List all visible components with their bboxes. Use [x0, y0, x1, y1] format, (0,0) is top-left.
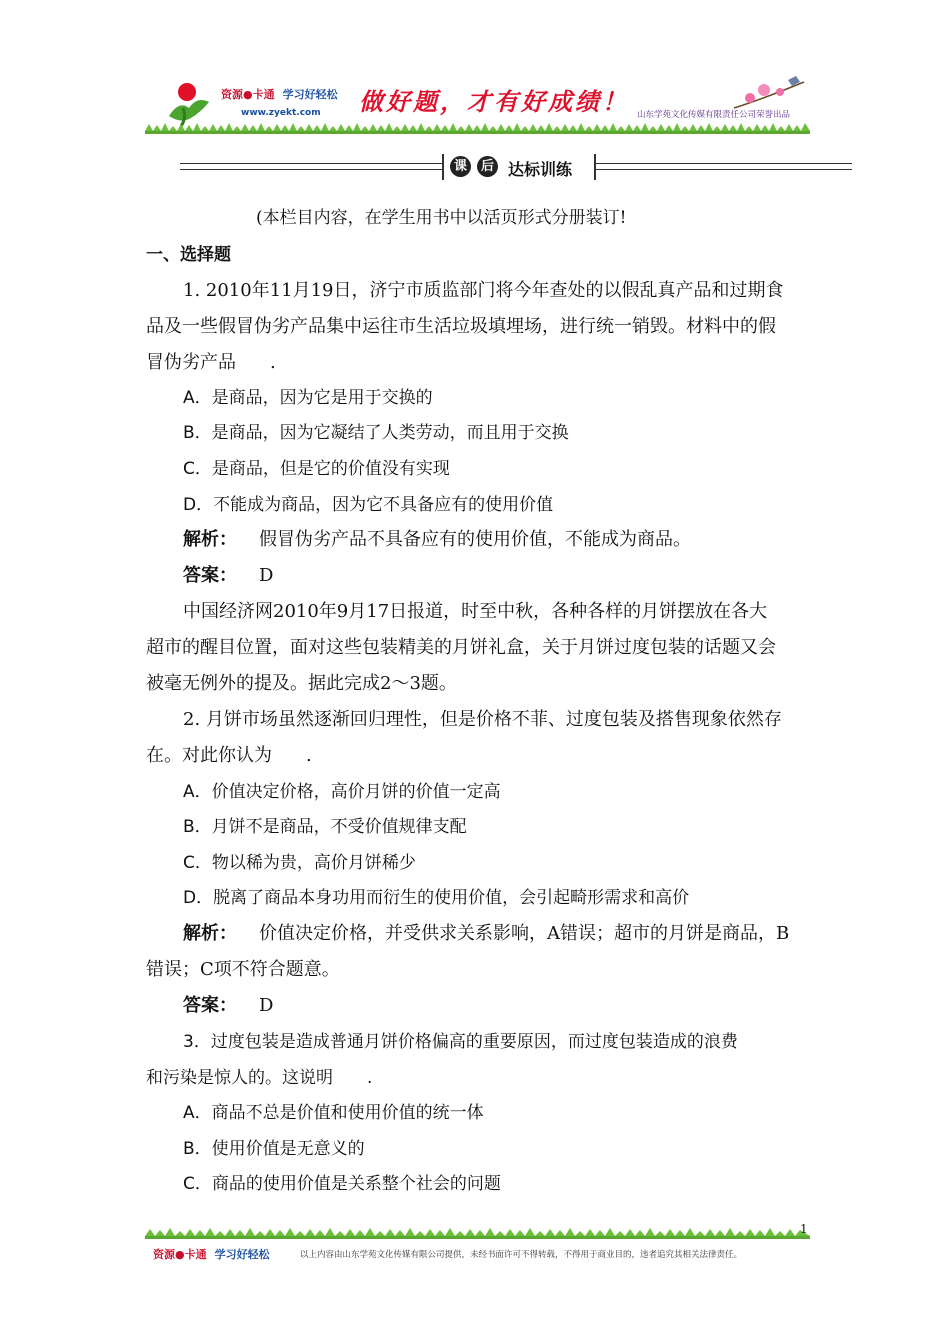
option-a: A．价值决定价格，高价月饼的价值一定高 — [183, 782, 501, 802]
footer-copyright: 以上内容由山东学苑文化传媒有限公司提供，未经书面许可不得转载，不得用于商业目的，违者追究其相关法律责任。 — [300, 1250, 743, 1260]
flower-icon — [730, 72, 808, 112]
banner-label-box — [442, 154, 596, 180]
option-a: A．商品不总是价值和使用价值的统一体 — [183, 1103, 484, 1123]
passage-text: 被毫无例外的提及。据此完成2～3题。 — [146, 673, 457, 694]
question-stem: 在。对此你认为 . — [146, 745, 312, 766]
page-header — [145, 72, 810, 134]
question-stem: 3．过度包装是造成普通月饼价格偏高的重要原因，而过度包装造成的浪费 — [183, 1032, 738, 1052]
question-stem: 品及一些假冒伪劣产品集中运往市生活垃圾填埋场，进行统一销毁。材料中的假 — [146, 316, 776, 337]
analysis: 解析： 假冒伪劣产品不具备应有的使用价值，不能成为商品。 — [183, 529, 691, 550]
question-stem: 冒伪劣产品 . — [146, 352, 276, 373]
grass-divider — [145, 122, 810, 134]
section-banner — [180, 152, 852, 182]
option-c: C．商品的使用价值是关系整个社会的问题 — [183, 1174, 501, 1194]
option-b: B．使用价值是无意义的 — [183, 1139, 365, 1159]
question-stem: 1. 2010年11月19日，济宁市质监部门将今年查处的以假乱真产品和过期食 — [183, 280, 784, 301]
banner-badge: 后 — [477, 156, 498, 177]
option-a: A．是商品，因为它是用于交换的 — [183, 388, 433, 408]
option-c: C．物以稀为贵，高价月饼稀少 — [183, 853, 416, 873]
banner-badge: 课 — [450, 156, 471, 177]
question-stem: 2. 月饼市场虽然逐渐回归理性，但是价格不菲、过度包装及搭售现象依然存 — [183, 709, 782, 730]
answer: 答案： D — [183, 565, 274, 586]
company-name: 山东学苑文化传媒有限责任公司荣誉出品 — [637, 110, 791, 120]
page-number: 1 — [800, 1222, 808, 1236]
banner-title: 达标训练 — [508, 160, 573, 179]
logo-icon — [161, 78, 217, 128]
analysis: 解析： 价值决定价格，并受供求关系影响，A错误；超市的月饼是商品，B — [183, 923, 790, 944]
footer-brand: 资源●卡通 学习好轻松 — [153, 1248, 270, 1261]
option-c: C．是商品，但是它的价值没有实现 — [183, 459, 450, 479]
question-stem: 和污染是惊人的。这说明 . — [146, 1068, 373, 1088]
answer: 答案： D — [183, 995, 274, 1016]
brand-url: www.zyekt.com — [241, 108, 321, 118]
passage-text: 超市的醒目位置，面对这些包装精美的月饼礼盒，关于月饼过度包装的话题又会 — [146, 637, 776, 658]
brand-text: 资源●卡通 学习好轻松 — [221, 88, 338, 101]
binding-note: (本栏目内容，在学生用书中以活页形式分册装订! — [256, 208, 627, 228]
section-title: 一、选择题 — [146, 245, 231, 265]
slogan: 做好题，才有好成绩！ — [359, 88, 629, 116]
option-b: B．是商品，因为它凝结了人类劳动，而且用于交换 — [183, 423, 569, 443]
analysis: 错误；C项不符合题意。 — [146, 959, 340, 980]
grass-divider — [145, 1226, 810, 1240]
option-d: D．脱离了商品本身功用而衍生的使用价值，会引起畸形需求和高价 — [183, 888, 690, 908]
option-d: D．不能成为商品，因为它不具备应有的使用价值 — [183, 495, 554, 515]
passage-text: 中国经济网2010年9月17日报道，时至中秋，各种各样的月饼摆放在各大 — [183, 601, 768, 622]
option-b: B．月饼不是商品，不受价值规律支配 — [183, 817, 467, 837]
